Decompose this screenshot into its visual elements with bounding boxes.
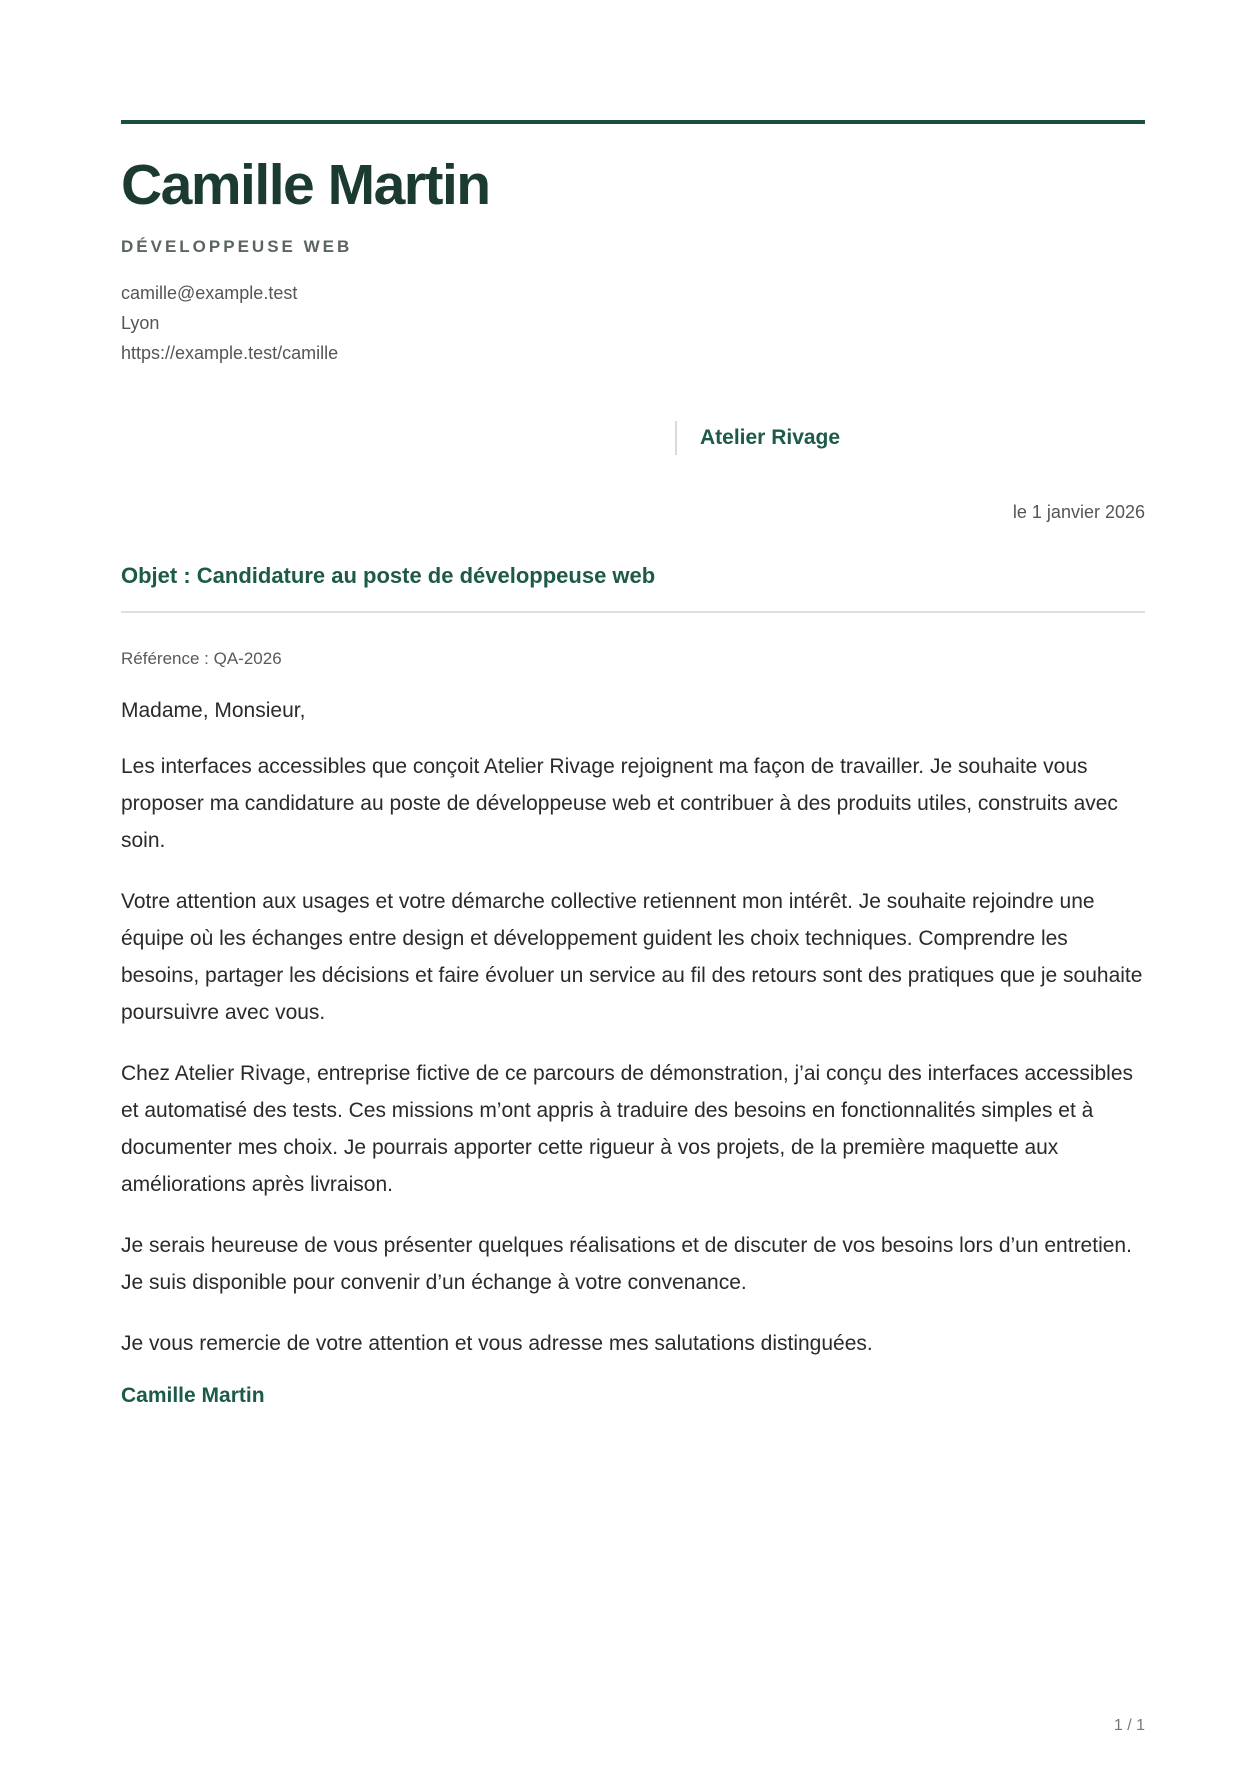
body-paragraph-2: Votre attention aux usages et votre démarche collective retiennent mon intérêt. Je souhaite rejoindre une équipe où les échanges entre design et développement guident les choix techniques. Comprendre les besoins, partager les décisions et faire évoluer un service au fil des retours sont des pratiques que je souhaite poursuivre avec vous. <box>121 889 1143 1024</box>
closing-line: Je vous remercie de votre attention et vous adresse mes salutations distinguées. <box>121 1331 873 1355</box>
letter-subject: Objet : Candidature au poste de développeuse web <box>121 562 656 588</box>
recipient-block <box>675 421 1145 455</box>
header-rule <box>121 120 1145 124</box>
sender-email: camille@example.test <box>121 282 298 303</box>
letter-date: le 1 janvier 2026 <box>1012 501 1145 522</box>
sender-name: Camille Martin <box>121 153 490 217</box>
salutation: Madame, Monsieur, <box>121 698 306 722</box>
letter-reference: Référence : QA-2026 <box>121 648 282 668</box>
recipient-company: Atelier Rivage <box>700 425 841 449</box>
sender-contact <box>121 278 1145 368</box>
sender-city: Lyon <box>121 312 160 333</box>
sender-website: https://example.test/camille <box>121 342 339 363</box>
body-paragraph-4: Je serais heureuse de vous présenter quelques réalisations et de discuter de vos besoins lors d’un entretien. Je suis disponible pour convenir d’un échange à votre convenance. <box>121 1233 1132 1294</box>
sender-job-title: DÉVELOPPEUSE WEB <box>121 236 353 256</box>
signature: Camille Martin <box>121 1383 265 1407</box>
cover-letter-page <box>121 120 1145 1408</box>
subject-divider <box>121 611 1145 613</box>
body-paragraph-3: Chez Atelier Rivage, entreprise fictive de ce parcours de démonstration, j’ai conçu des interfaces accessibles et automatisé des tests. Ces missions m’ont appris à traduire des besoins en fonctionnalités simples et à documenter mes choix. Je pourrais apporter cette rigueur à vos projets, de la première maquette aux améliorations après livraison. <box>121 1061 1134 1196</box>
page-number: 1 / 1 <box>1113 1717 1145 1734</box>
body-paragraph-1: Les interfaces accessibles que conçoit Atelier Rivage rejoignent ma façon de travailler. Je souhaite vous proposer ma candidature au poste de développeuse web et contribuer à des produits utiles, construits avec soin. <box>121 754 1118 852</box>
